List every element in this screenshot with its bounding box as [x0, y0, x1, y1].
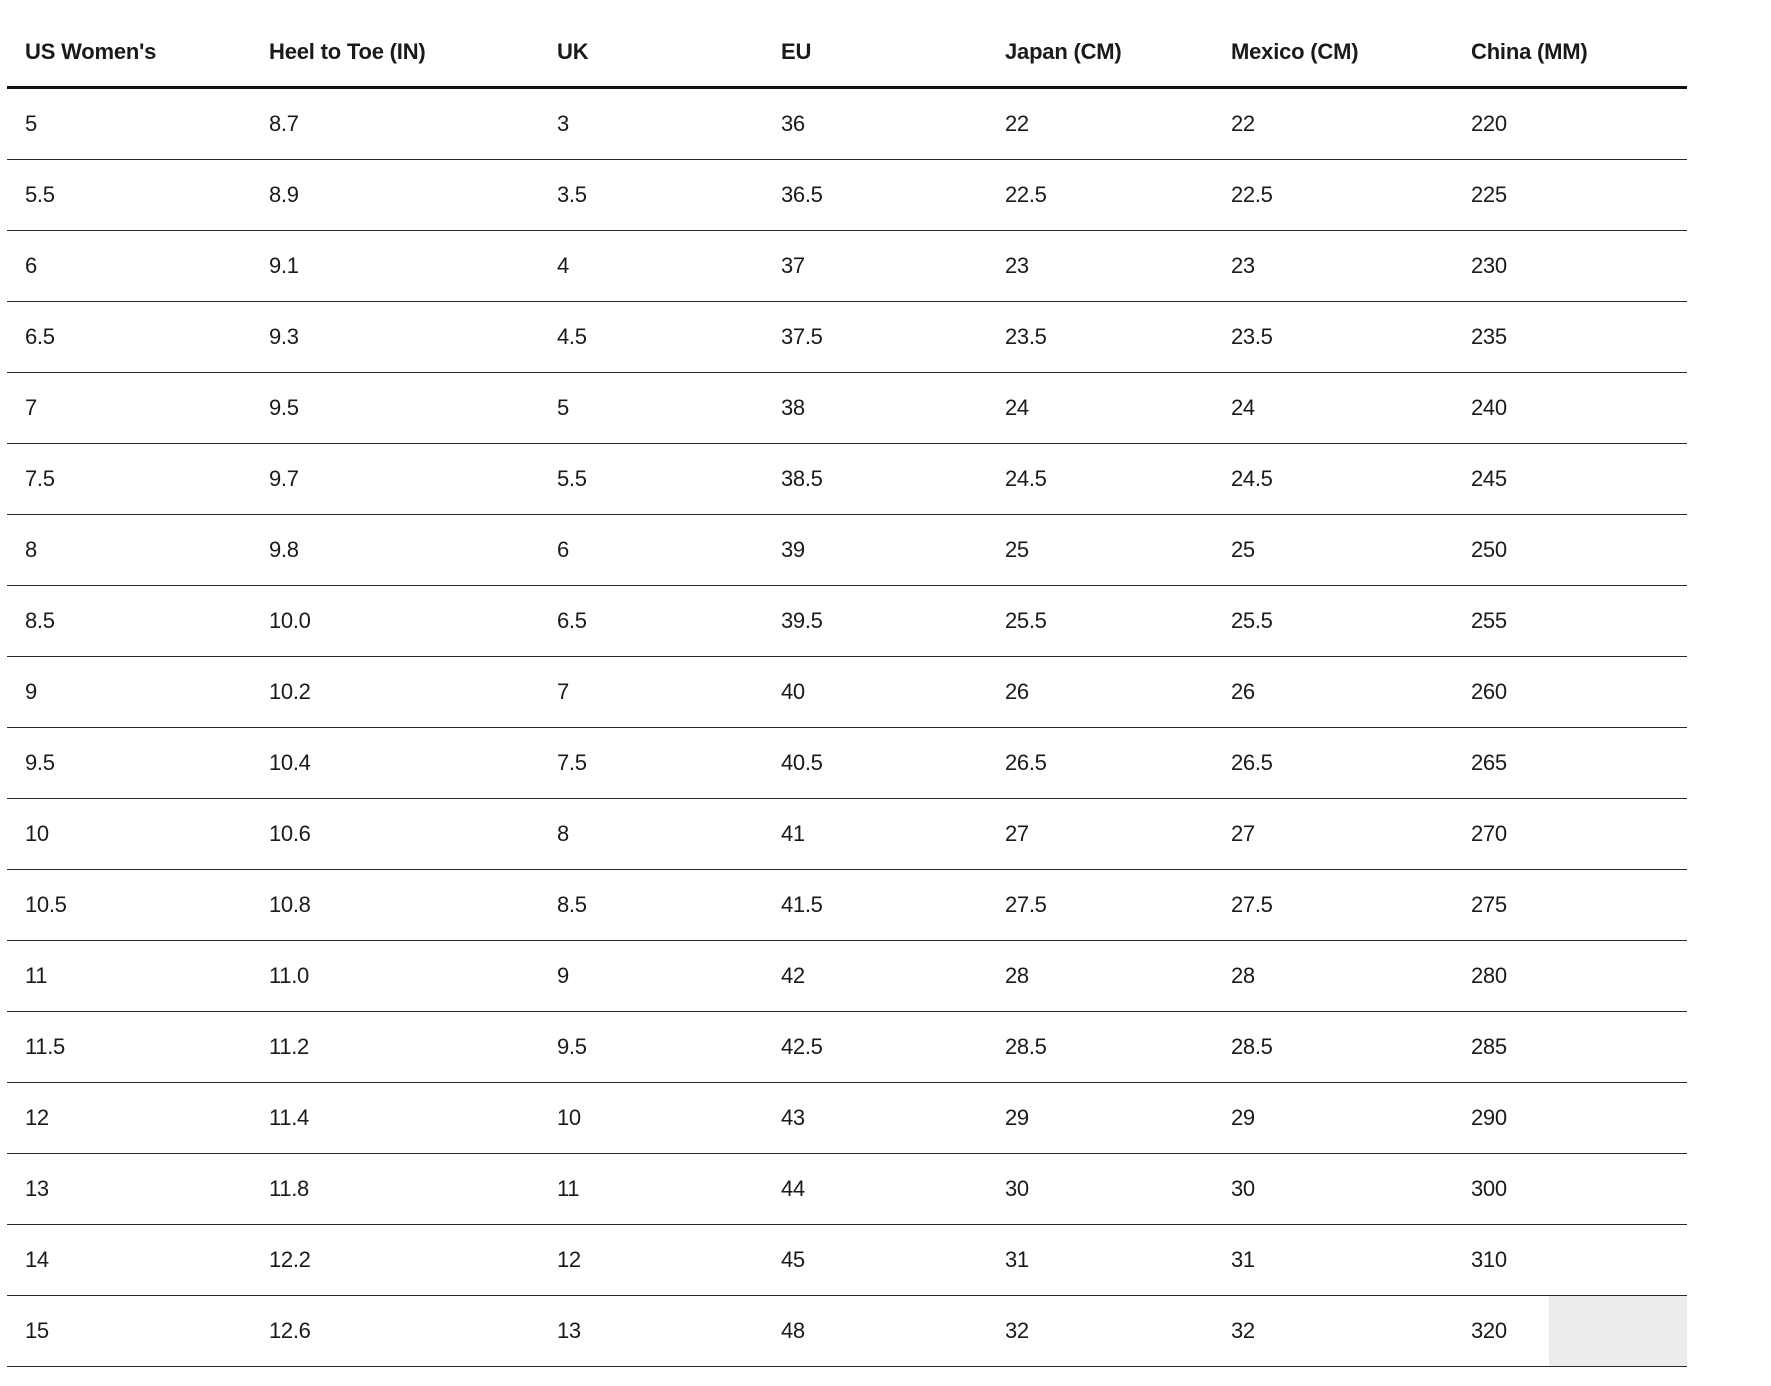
cell-japan	[987, 373, 1213, 444]
cell-eu	[763, 515, 987, 586]
cell-eu	[763, 231, 987, 302]
cell-mexico	[1213, 1012, 1453, 1083]
cell-value: 24.5	[1005, 466, 1047, 491]
table-row	[7, 1154, 1687, 1225]
cell-eu	[763, 373, 987, 444]
cell-value: 4	[557, 253, 569, 278]
cell-value: 235	[1471, 324, 1507, 349]
cell-value: 11	[557, 1176, 580, 1201]
header-row	[7, 18, 1687, 88]
cell-value: 11.4	[269, 1105, 309, 1130]
cell-value: 36	[781, 111, 805, 136]
cell-value: 5	[25, 111, 37, 136]
cell-eu	[763, 88, 987, 160]
cell-value: 10.8	[269, 892, 311, 917]
table-body	[7, 88, 1687, 1367]
cell-value: 10	[25, 821, 49, 846]
cell-eu	[763, 160, 987, 231]
cell-value: 30	[1231, 1176, 1255, 1201]
cell-value: 27	[1005, 821, 1029, 846]
cell-value: 42.5	[781, 1034, 823, 1059]
cell-value: 38	[781, 395, 805, 420]
cell-us-womens	[7, 88, 251, 160]
table-row	[7, 1083, 1687, 1154]
cell-value: 43	[781, 1105, 805, 1130]
cell-value: 10.2	[269, 679, 311, 704]
cell-uk	[539, 444, 763, 515]
cell-value: 310	[1471, 1247, 1507, 1272]
cell-uk	[539, 1083, 763, 1154]
cell-value: 220	[1471, 111, 1507, 136]
cell-mexico	[1213, 1225, 1453, 1296]
cell-eu	[763, 941, 987, 1012]
cell-us-womens	[7, 444, 251, 515]
cell-mexico	[1213, 728, 1453, 799]
cell-china	[1453, 1154, 1687, 1225]
cell-heel-to-toe	[251, 515, 539, 586]
cell-china	[1453, 160, 1687, 231]
cell-value: 11.2	[269, 1034, 309, 1059]
cell-uk	[539, 302, 763, 373]
cell-heel-to-toe	[251, 870, 539, 941]
cell-heel-to-toe	[251, 1012, 539, 1083]
cell-china	[1453, 444, 1687, 515]
cell-china	[1453, 941, 1687, 1012]
cell-value: 15	[25, 1318, 49, 1343]
cell-value: 13	[557, 1318, 581, 1343]
cell-value: 4.5	[557, 324, 587, 349]
cell-value: 10.5	[25, 892, 67, 917]
cell-value: 30	[1005, 1176, 1029, 1201]
cell-value: 23	[1005, 253, 1029, 278]
cell-heel-to-toe	[251, 1154, 539, 1225]
cell-value: 8.5	[557, 892, 587, 917]
cell-value: 265	[1471, 750, 1507, 775]
cell-china	[1453, 515, 1687, 586]
cell-us-womens	[7, 515, 251, 586]
cell-value: 40	[781, 679, 805, 704]
cell-value: 41	[781, 821, 805, 846]
cell-uk	[539, 373, 763, 444]
cell-japan	[987, 728, 1213, 799]
cell-us-womens	[7, 1296, 251, 1367]
cell-japan	[987, 88, 1213, 160]
cell-value: 300	[1471, 1176, 1507, 1201]
cell-china	[1453, 728, 1687, 799]
cell-uk	[539, 870, 763, 941]
cell-mexico	[1213, 515, 1453, 586]
cell-heel-to-toe	[251, 799, 539, 870]
cell-value: 13	[25, 1176, 49, 1201]
cell-uk	[539, 515, 763, 586]
cell-japan	[987, 444, 1213, 515]
cell-uk	[539, 586, 763, 657]
cell-heel-to-toe	[251, 1083, 539, 1154]
cell-uk	[539, 1012, 763, 1083]
cell-value: 24	[1005, 395, 1029, 420]
cell-value: 10.4	[269, 750, 311, 775]
cell-value: 5.5	[557, 466, 587, 491]
cell-us-womens	[7, 373, 251, 444]
table-row	[7, 373, 1687, 444]
cell-mexico	[1213, 1083, 1453, 1154]
cell-value: 37	[781, 253, 805, 278]
table-row	[7, 302, 1687, 373]
cell-us-womens	[7, 728, 251, 799]
cell-heel-to-toe	[251, 444, 539, 515]
cell-heel-to-toe	[251, 657, 539, 728]
cell-value: 230	[1471, 253, 1507, 278]
cell-uk	[539, 88, 763, 160]
cell-value: 42	[781, 963, 805, 988]
cell-value: 280	[1471, 963, 1507, 988]
cell-heel-to-toe	[251, 728, 539, 799]
cell-japan	[987, 1154, 1213, 1225]
table-row	[7, 231, 1687, 302]
cell-heel-to-toe	[251, 88, 539, 160]
cell-value: 255	[1471, 608, 1507, 633]
cell-heel-to-toe	[251, 1225, 539, 1296]
cell-uk	[539, 657, 763, 728]
cell-value: 8	[557, 821, 569, 846]
cell-value: 24.5	[1231, 466, 1273, 491]
cell-japan	[987, 231, 1213, 302]
cell-value: 9.5	[557, 1034, 587, 1059]
cell-value: 275	[1471, 892, 1507, 917]
cell-eu	[763, 799, 987, 870]
cell-value: 5	[557, 395, 569, 420]
cell-value: 38.5	[781, 466, 823, 491]
table-row	[7, 941, 1687, 1012]
header-japan: Japan (CM)	[987, 18, 1213, 88]
cell-china	[1453, 870, 1687, 941]
cell-us-womens	[7, 1154, 251, 1225]
cell-value: 29	[1005, 1105, 1029, 1130]
cell-value: 9.3	[269, 324, 299, 349]
cell-uk	[539, 728, 763, 799]
cell-china	[1453, 88, 1687, 160]
cell-value: 12.6	[269, 1318, 311, 1343]
cell-us-womens	[7, 1225, 251, 1296]
cell-value: 28.5	[1005, 1034, 1047, 1059]
cell-value: 9.5	[269, 395, 299, 420]
cell-mexico	[1213, 1296, 1453, 1367]
cell-value: 8.9	[269, 182, 299, 207]
cell-heel-to-toe	[251, 160, 539, 231]
cell-value: 26	[1231, 679, 1255, 704]
cell-eu	[763, 1012, 987, 1083]
cell-value: 31	[1231, 1247, 1255, 1272]
cell-value: 5.5	[25, 182, 55, 207]
cell-japan	[987, 1225, 1213, 1296]
cell-value: 10.6	[269, 821, 311, 846]
table-row	[7, 586, 1687, 657]
cell-value: 22	[1231, 111, 1255, 136]
cell-value: 27.5	[1005, 892, 1047, 917]
table-row	[7, 444, 1687, 515]
cell-heel-to-toe	[251, 302, 539, 373]
cell-value: 40.5	[781, 750, 823, 775]
cell-japan	[987, 657, 1213, 728]
table-row	[7, 88, 1687, 160]
cell-heel-to-toe	[251, 373, 539, 444]
cell-value: 25.5	[1231, 608, 1273, 633]
cell-value: 36.5	[781, 182, 823, 207]
cell-us-womens	[7, 941, 251, 1012]
cell-mexico	[1213, 941, 1453, 1012]
cell-us-womens	[7, 160, 251, 231]
cell-value: 7	[557, 679, 569, 704]
cell-value: 3.5	[557, 182, 587, 207]
cell-value: 12	[25, 1105, 49, 1130]
cell-value: 10.0	[269, 608, 311, 633]
cell-us-womens	[7, 657, 251, 728]
cell-eu	[763, 1083, 987, 1154]
cell-value: 14	[25, 1247, 49, 1272]
cell-value: 245	[1471, 466, 1507, 491]
cell-eu	[763, 1296, 987, 1367]
cell-value: 7.5	[25, 466, 55, 491]
cell-japan	[987, 1296, 1213, 1367]
header-us-womens: US Women's	[7, 18, 251, 88]
cell-heel-to-toe	[251, 586, 539, 657]
cell-value: 3	[557, 111, 569, 136]
cell-japan	[987, 515, 1213, 586]
cell-value: 9	[25, 679, 37, 704]
cell-value: 41.5	[781, 892, 823, 917]
cell-value: 32	[1005, 1318, 1029, 1343]
cell-value: 6	[25, 253, 37, 278]
cell-value: 290	[1471, 1105, 1507, 1130]
cell-value: 45	[781, 1247, 805, 1272]
cell-mexico	[1213, 160, 1453, 231]
cell-value: 23.5	[1005, 324, 1047, 349]
cell-china	[1453, 1225, 1687, 1296]
cell-eu	[763, 870, 987, 941]
cell-value: 27	[1231, 821, 1255, 846]
cell-value: 28	[1231, 963, 1255, 988]
cell-china	[1453, 799, 1687, 870]
cell-us-womens	[7, 870, 251, 941]
cell-value: 9.1	[269, 253, 299, 278]
cell-japan	[987, 1012, 1213, 1083]
cell-value: 7.5	[557, 750, 587, 775]
cell-mexico	[1213, 657, 1453, 728]
cell-japan	[987, 160, 1213, 231]
cell-china	[1453, 302, 1687, 373]
cell-japan	[987, 302, 1213, 373]
cell-value: 6.5	[25, 324, 55, 349]
cell-value: 24	[1231, 395, 1255, 420]
cell-value: 39.5	[781, 608, 823, 633]
cell-china	[1453, 1296, 1687, 1367]
cell-value: 260	[1471, 679, 1507, 704]
cell-value: 26	[1005, 679, 1029, 704]
cell-value: 22.5	[1005, 182, 1047, 207]
cell-mexico	[1213, 1154, 1453, 1225]
cell-heel-to-toe	[251, 941, 539, 1012]
size-chart-table	[7, 18, 1687, 1367]
cell-value: 22.5	[1231, 182, 1273, 207]
cell-value: 9.8	[269, 537, 299, 562]
table-row	[7, 1012, 1687, 1083]
cell-china	[1453, 1012, 1687, 1083]
table-row	[7, 1296, 1687, 1367]
cell-value: 11.8	[269, 1176, 309, 1201]
header-eu: EU	[763, 18, 987, 88]
cell-value: 10	[557, 1105, 581, 1130]
cell-japan	[987, 586, 1213, 657]
cell-china	[1453, 586, 1687, 657]
cell-value: 28.5	[1231, 1034, 1273, 1059]
cell-value: 8.5	[25, 608, 55, 633]
cell-uk	[539, 1296, 763, 1367]
cell-mexico	[1213, 373, 1453, 444]
cell-value: 12.2	[269, 1247, 311, 1272]
cell-eu	[763, 1225, 987, 1296]
cell-value: 25	[1005, 537, 1029, 562]
cell-value: 26.5	[1005, 750, 1047, 775]
cell-eu	[763, 444, 987, 515]
cell-eu	[763, 728, 987, 799]
cell-value: 39	[781, 537, 805, 562]
cell-value: 270	[1471, 821, 1507, 846]
cell-value: 23	[1231, 253, 1255, 278]
cell-us-womens	[7, 1083, 251, 1154]
cell-value: 48	[781, 1318, 805, 1343]
cell-us-womens	[7, 586, 251, 657]
cell-china	[1453, 1083, 1687, 1154]
cell-uk	[539, 1154, 763, 1225]
cell-value: 26.5	[1231, 750, 1273, 775]
cell-eu	[763, 657, 987, 728]
cell-value: 25	[1231, 537, 1255, 562]
cell-value: 6	[557, 537, 569, 562]
cell-china	[1453, 373, 1687, 444]
cell-heel-to-toe	[251, 1296, 539, 1367]
cell-heel-to-toe	[251, 231, 539, 302]
cell-value: 25.5	[1005, 608, 1047, 633]
cell-uk	[539, 799, 763, 870]
cell-value: 8.7	[269, 111, 299, 136]
cell-value: 7	[25, 395, 37, 420]
table-row	[7, 728, 1687, 799]
cell-mexico	[1213, 444, 1453, 515]
table-row	[7, 1225, 1687, 1296]
cell-value: 28	[1005, 963, 1029, 988]
cell-uk	[539, 941, 763, 1012]
cell-value: 225	[1471, 182, 1507, 207]
cell-value: 9	[557, 963, 569, 988]
header-mexico: Mexico (CM)	[1213, 18, 1453, 88]
cell-us-womens	[7, 231, 251, 302]
cell-value: 6.5	[557, 608, 587, 633]
header-china: China (MM)	[1453, 18, 1687, 88]
cell-hover-highlight	[1549, 1296, 1687, 1366]
cell-china	[1453, 657, 1687, 728]
cell-us-womens	[7, 799, 251, 870]
cell-mexico	[1213, 302, 1453, 373]
cell-eu	[763, 1154, 987, 1225]
cell-value: 320	[1471, 1318, 1507, 1343]
table-row	[7, 657, 1687, 728]
cell-value: 31	[1005, 1247, 1029, 1272]
cell-value: 37.5	[781, 324, 823, 349]
header-uk: UK	[539, 18, 763, 88]
cell-value: 9.7	[269, 466, 299, 491]
cell-us-womens	[7, 302, 251, 373]
cell-value: 11	[25, 963, 48, 988]
cell-value: 27.5	[1231, 892, 1273, 917]
cell-value: 23.5	[1231, 324, 1273, 349]
cell-uk	[539, 231, 763, 302]
table-row	[7, 799, 1687, 870]
cell-value: 44	[781, 1176, 805, 1201]
cell-value: 29	[1231, 1105, 1255, 1130]
cell-value: 250	[1471, 537, 1507, 562]
cell-value: 11.5	[25, 1034, 65, 1059]
cell-mexico	[1213, 231, 1453, 302]
table-row	[7, 160, 1687, 231]
cell-china	[1453, 231, 1687, 302]
header-heel-to-toe: Heel to Toe (IN)	[251, 18, 539, 88]
cell-value: 8	[25, 537, 37, 562]
cell-us-womens	[7, 1012, 251, 1083]
cell-value: 12	[557, 1247, 581, 1272]
cell-value: 285	[1471, 1034, 1507, 1059]
cell-japan	[987, 1083, 1213, 1154]
cell-value: 9.5	[25, 750, 55, 775]
cell-japan	[987, 941, 1213, 1012]
cell-value: 22	[1005, 111, 1029, 136]
cell-value: 240	[1471, 395, 1507, 420]
table-row	[7, 870, 1687, 941]
cell-mexico	[1213, 799, 1453, 870]
table-row	[7, 515, 1687, 586]
cell-japan	[987, 870, 1213, 941]
cell-mexico	[1213, 586, 1453, 657]
cell-value: 11.0	[269, 963, 309, 988]
cell-uk	[539, 160, 763, 231]
cell-mexico	[1213, 870, 1453, 941]
cell-uk	[539, 1225, 763, 1296]
cell-mexico	[1213, 88, 1453, 160]
cell-eu	[763, 586, 987, 657]
cell-value: 32	[1231, 1318, 1255, 1343]
table-header	[7, 18, 1687, 88]
cell-japan	[987, 799, 1213, 870]
cell-eu	[763, 302, 987, 373]
